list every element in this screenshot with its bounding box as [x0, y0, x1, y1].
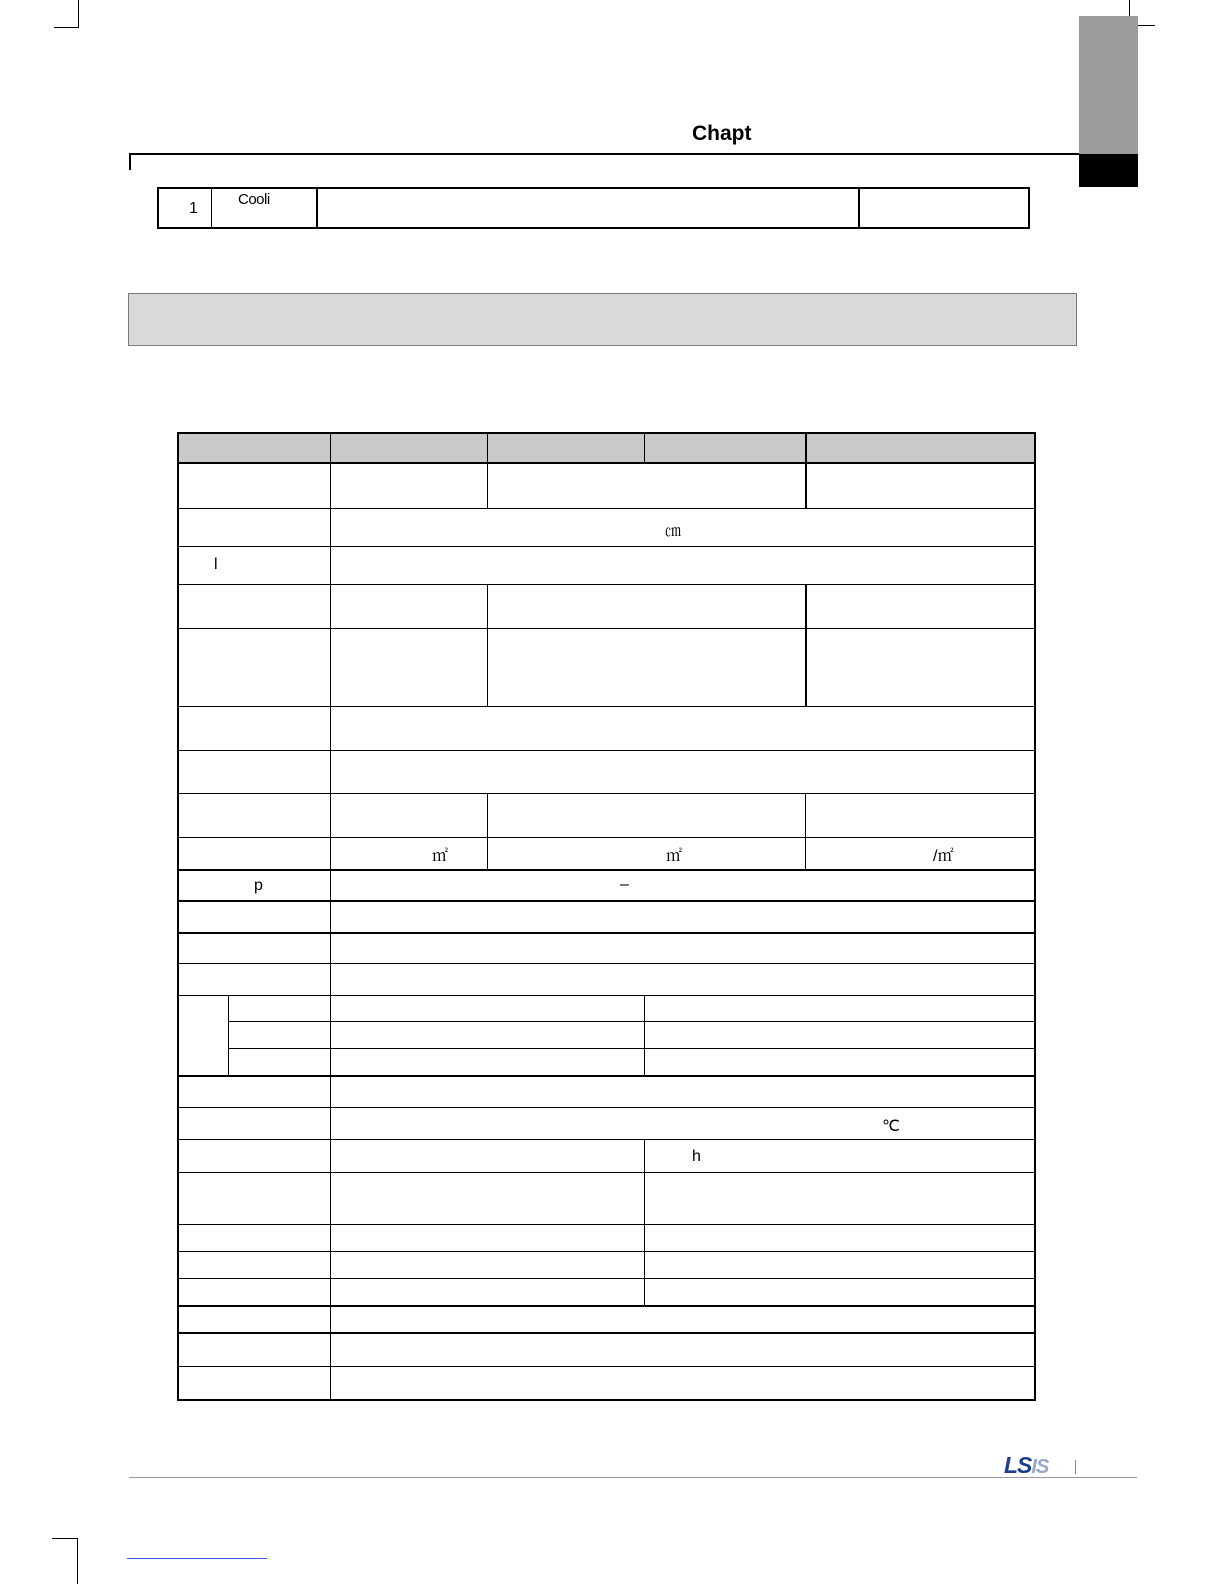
row-divider: [179, 1224, 1034, 1225]
row-divider: [179, 1278, 1034, 1279]
row-divider: [179, 932, 1034, 934]
row-divider: [179, 995, 1034, 996]
row-divider: [179, 837, 1034, 838]
row-divider: [179, 1075, 1034, 1077]
area-unit-1: ㎡: [432, 848, 449, 865]
column-divider: [644, 995, 645, 1075]
temperature-unit: ℃: [882, 1118, 900, 1135]
row-divider: [179, 793, 1034, 794]
revision-description-cell: [318, 189, 860, 227]
column-divider: [487, 793, 488, 869]
row-divider: [179, 750, 1034, 751]
chapter-title: Chapt: [692, 122, 752, 145]
row-divider: [229, 1048, 1034, 1049]
row-label-p: p: [254, 877, 263, 894]
revision-note-cell: [860, 189, 1028, 227]
column-divider: [487, 584, 488, 706]
row-divider: [179, 1366, 1034, 1367]
row-divider: [179, 706, 1034, 707]
row-divider: [179, 869, 1034, 871]
chapter-side-tab: [1079, 16, 1138, 154]
column-divider: [644, 434, 645, 462]
row-divider: [179, 584, 1034, 585]
row-divider: [179, 1172, 1034, 1173]
row-divider: [179, 1107, 1034, 1108]
row-divider: [179, 546, 1034, 547]
row-divider: [179, 628, 1034, 629]
column-divider: [228, 995, 229, 1075]
row-label-l: l: [214, 556, 218, 573]
ls-is-logo: LSIS: [1004, 1452, 1049, 1478]
row-divider: [179, 1251, 1034, 1252]
row-divider: [179, 508, 1034, 509]
column-divider: [487, 434, 488, 462]
revision-table: [157, 187, 1030, 229]
column-divider: [487, 462, 488, 508]
revision-name: Cooli: [238, 191, 270, 208]
column-divider: [330, 434, 331, 1399]
header-rule-tick: [129, 153, 131, 170]
row-divider: [179, 1332, 1034, 1334]
row-divider: [179, 1139, 1034, 1140]
column-divider: [805, 793, 806, 869]
row-divider: [179, 963, 1034, 964]
footer-link-underline[interactable]: [127, 1558, 267, 1559]
crop-mark-bottom-left-v: [77, 1538, 78, 1584]
crop-mark-top-left-h: [54, 27, 79, 28]
revision-index: 1: [189, 200, 198, 217]
header-rule: [129, 153, 1079, 155]
revision-index-cell: [159, 189, 212, 227]
spec-table-header-row: [179, 434, 1034, 463]
row-value-h: h: [692, 1148, 701, 1165]
range-dash: –: [620, 876, 629, 893]
footer-rule: [129, 1477, 1137, 1478]
column-divider: [644, 1139, 645, 1305]
footer-separator: [1075, 1460, 1076, 1474]
chapter-side-tab-marker: [1079, 154, 1138, 187]
dimension-unit: ㎝: [665, 523, 682, 540]
row-divider: [179, 462, 1034, 464]
column-divider: [805, 584, 807, 706]
area-unit-3: /㎡: [933, 848, 954, 865]
crop-mark-bottom-left-h: [52, 1538, 78, 1539]
revision-name-cell: [212, 189, 318, 227]
crop-mark-top-left-v: [78, 0, 79, 28]
section-banner: [128, 293, 1077, 346]
row-divider: [179, 1305, 1034, 1307]
row-divider: [229, 1021, 1034, 1022]
row-divider: [179, 900, 1034, 902]
area-unit-2: ㎡: [666, 848, 683, 865]
spec-table: [177, 432, 1036, 1401]
column-divider: [805, 434, 807, 508]
